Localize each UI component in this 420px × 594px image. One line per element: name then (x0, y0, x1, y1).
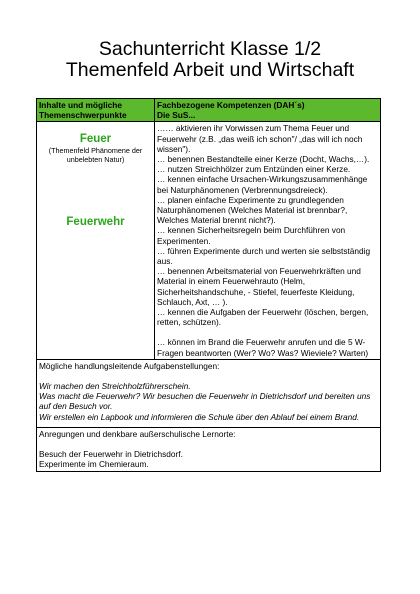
topic-cell (37, 122, 155, 359)
competency-item: … benennen Bestandteile einer Kerze (Docht, Wachs,…). (157, 154, 370, 165)
page-title (0, 39, 420, 81)
places-row (37, 427, 381, 471)
header-col1-line1: Inhalte und mögliche (39, 100, 122, 110)
content-row (37, 122, 381, 359)
places-cell (37, 427, 381, 471)
competency-item: … kennen die Aufgaben der Feuerwehr (löschen, bergen, retten, schützen). (157, 307, 369, 328)
competency-item: … führen Experimente durch und werten sie selbstständig aus. (157, 245, 371, 267)
competency-item: … kennen einfache Ursachen-Wirkungszusammenhänge bei Naturphänomenen (Verbrennungsdreieck). (157, 174, 368, 195)
title-line-2: Themenfeld Arbeit und Wirtschaft (65, 59, 355, 81)
tasks-row (37, 359, 381, 427)
tasks-heading: Mögliche handlungsleitende Aufgabenstellungen: (39, 360, 220, 371)
task-item: Wir erstellen ein Lapbook und informieren die Schule über den Ablauf bei einem Brand. (39, 411, 360, 422)
header-col2-line1: Fachbezogene Kompetenzen (DAH´s) (157, 100, 305, 110)
table-header-row (37, 99, 381, 122)
topic-feuer: Feuer (79, 133, 112, 146)
tasks-cell (37, 359, 381, 427)
header-competency-cell (155, 99, 381, 122)
competency-item: … planen einfache Experimente zu grundlegenden Naturphänomenen (Welches Material ist brennbar?, Welches Material brennt nicht?). (157, 194, 348, 226)
topic-feuer-note: (Themenfeld Phänomene der unbelebten Natur) (48, 146, 143, 164)
place-item: Besuch der Feuerwehr in Dietrichsdorf. (39, 449, 183, 460)
task-item: Was macht die Feuerwehr? Wir besuchen die Feuerwehr in Dietrichsdorf und bereiten uns auf den Besuch vor. (39, 391, 371, 412)
competency-item: … benennen Arbeitsmaterial von Feuerwehrkräften und Material in einem Feuerwehrauto (Helm, Sicherheitshandschuhe, - Stiefel, feuerfeste Kleidung, Schlauch, Axt, … ). (157, 266, 361, 307)
competency-item-last: … können im Brand die Feuerwehr anrufen und die 5 W-Fragen beantworten (Wer? Wo? Was? Wieviele? Warten) (157, 337, 369, 358)
competency-cell (155, 122, 381, 359)
task-item: Wir machen den Streichholzführerschein. (39, 381, 191, 392)
place-item: Experimente im Chemieraum. (39, 459, 149, 470)
header-content-cell (37, 99, 155, 122)
competency-item: … nutzen Streichhölzer zum Entzünden einer Kerze. (157, 164, 351, 175)
header-col2-line2: Die SuS... (157, 110, 196, 121)
header-col1-line2: Themenschwerpunkte (39, 110, 127, 121)
competency-item: … kennen Sicherheitsregeln beim Durchführen von Experimenten. (157, 225, 346, 246)
topic-feuerwehr: Feuerwehr (66, 215, 125, 228)
competency-item: …… aktivieren ihr Vorwissen zum Thema Feuer und Feuerwehr (z.B. „das weiß ich schon"/ „das will ich noch wissen"). (157, 123, 363, 154)
curriculum-table (36, 98, 381, 472)
title-line-1: Sachunterricht Klasse 1/2 (98, 38, 322, 60)
places-heading: Anregungen und denkbare außerschulische Lernorte: (39, 428, 236, 439)
